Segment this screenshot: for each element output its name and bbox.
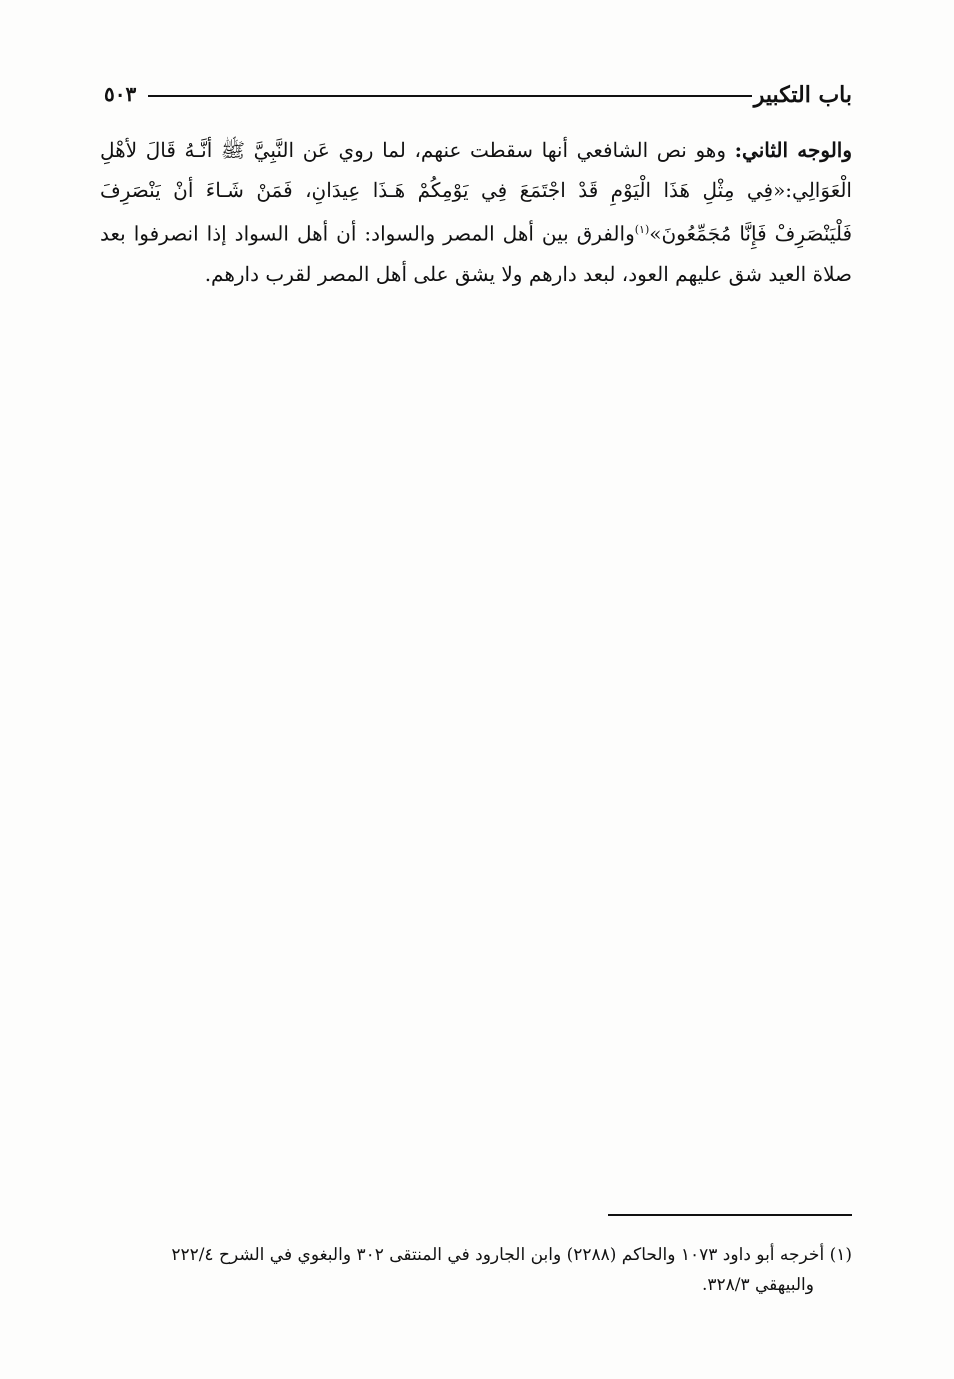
footnote-text-line1: أخرجه أبو داود ١٠٧٣ والحاكم (٢٢٨٨) وابن الجارود في المنتقى ٣٠٢ والبغوي في الشرح ٢٢٢/٤ <box>171 1245 825 1265</box>
footnote-reference: (١) <box>634 223 650 236</box>
footnote-text-line2: والبيهقي ٣٢٨/٣. <box>701 1275 814 1295</box>
footnote-separator <box>608 1214 852 1216</box>
footnote-number: (١) <box>829 1245 852 1265</box>
page-number: ٥٠٣ <box>104 82 137 106</box>
header-rule <box>148 95 752 97</box>
body-text-continuation: والفرق بين أهل المصر والسواد: أن أهل السواد إذا انصرفوا بعد صلاة العيد شق عليهم العود، لبعد دارهم ولا يشق على أهل المصر لقرب دارهم. <box>100 221 852 286</box>
section-lead: والوجه الثاني: <box>734 138 853 162</box>
footnotes <box>100 1240 852 1300</box>
body-text-main: وهو نص الشافعي أنها سقطت عنهم، لما روي عَن النَّبِيَّ ﷺ أنَّـهُ قَالَ لأهْلِ الْعَوَالِي:«فِي مِثْلِ هَذَا الْيَوْمِ قَدْ اجْتَمَعَ فِي يَوْمِكُمْ هَـذَا عِيدَانِ، فَمَنْ شَـاءَ أنْ يَنْصَرِفَ فَلْيَنْصَرِفْ فَإِنَّا مُجَمِّعُونَ» <box>100 138 853 246</box>
footnote-item <box>100 1240 852 1270</box>
body-paragraph <box>100 130 852 294</box>
body-text <box>100 130 852 294</box>
page-header <box>100 80 852 110</box>
footnote-item-continued <box>100 1270 852 1300</box>
chapter-title: باب التكبير <box>753 82 852 108</box>
